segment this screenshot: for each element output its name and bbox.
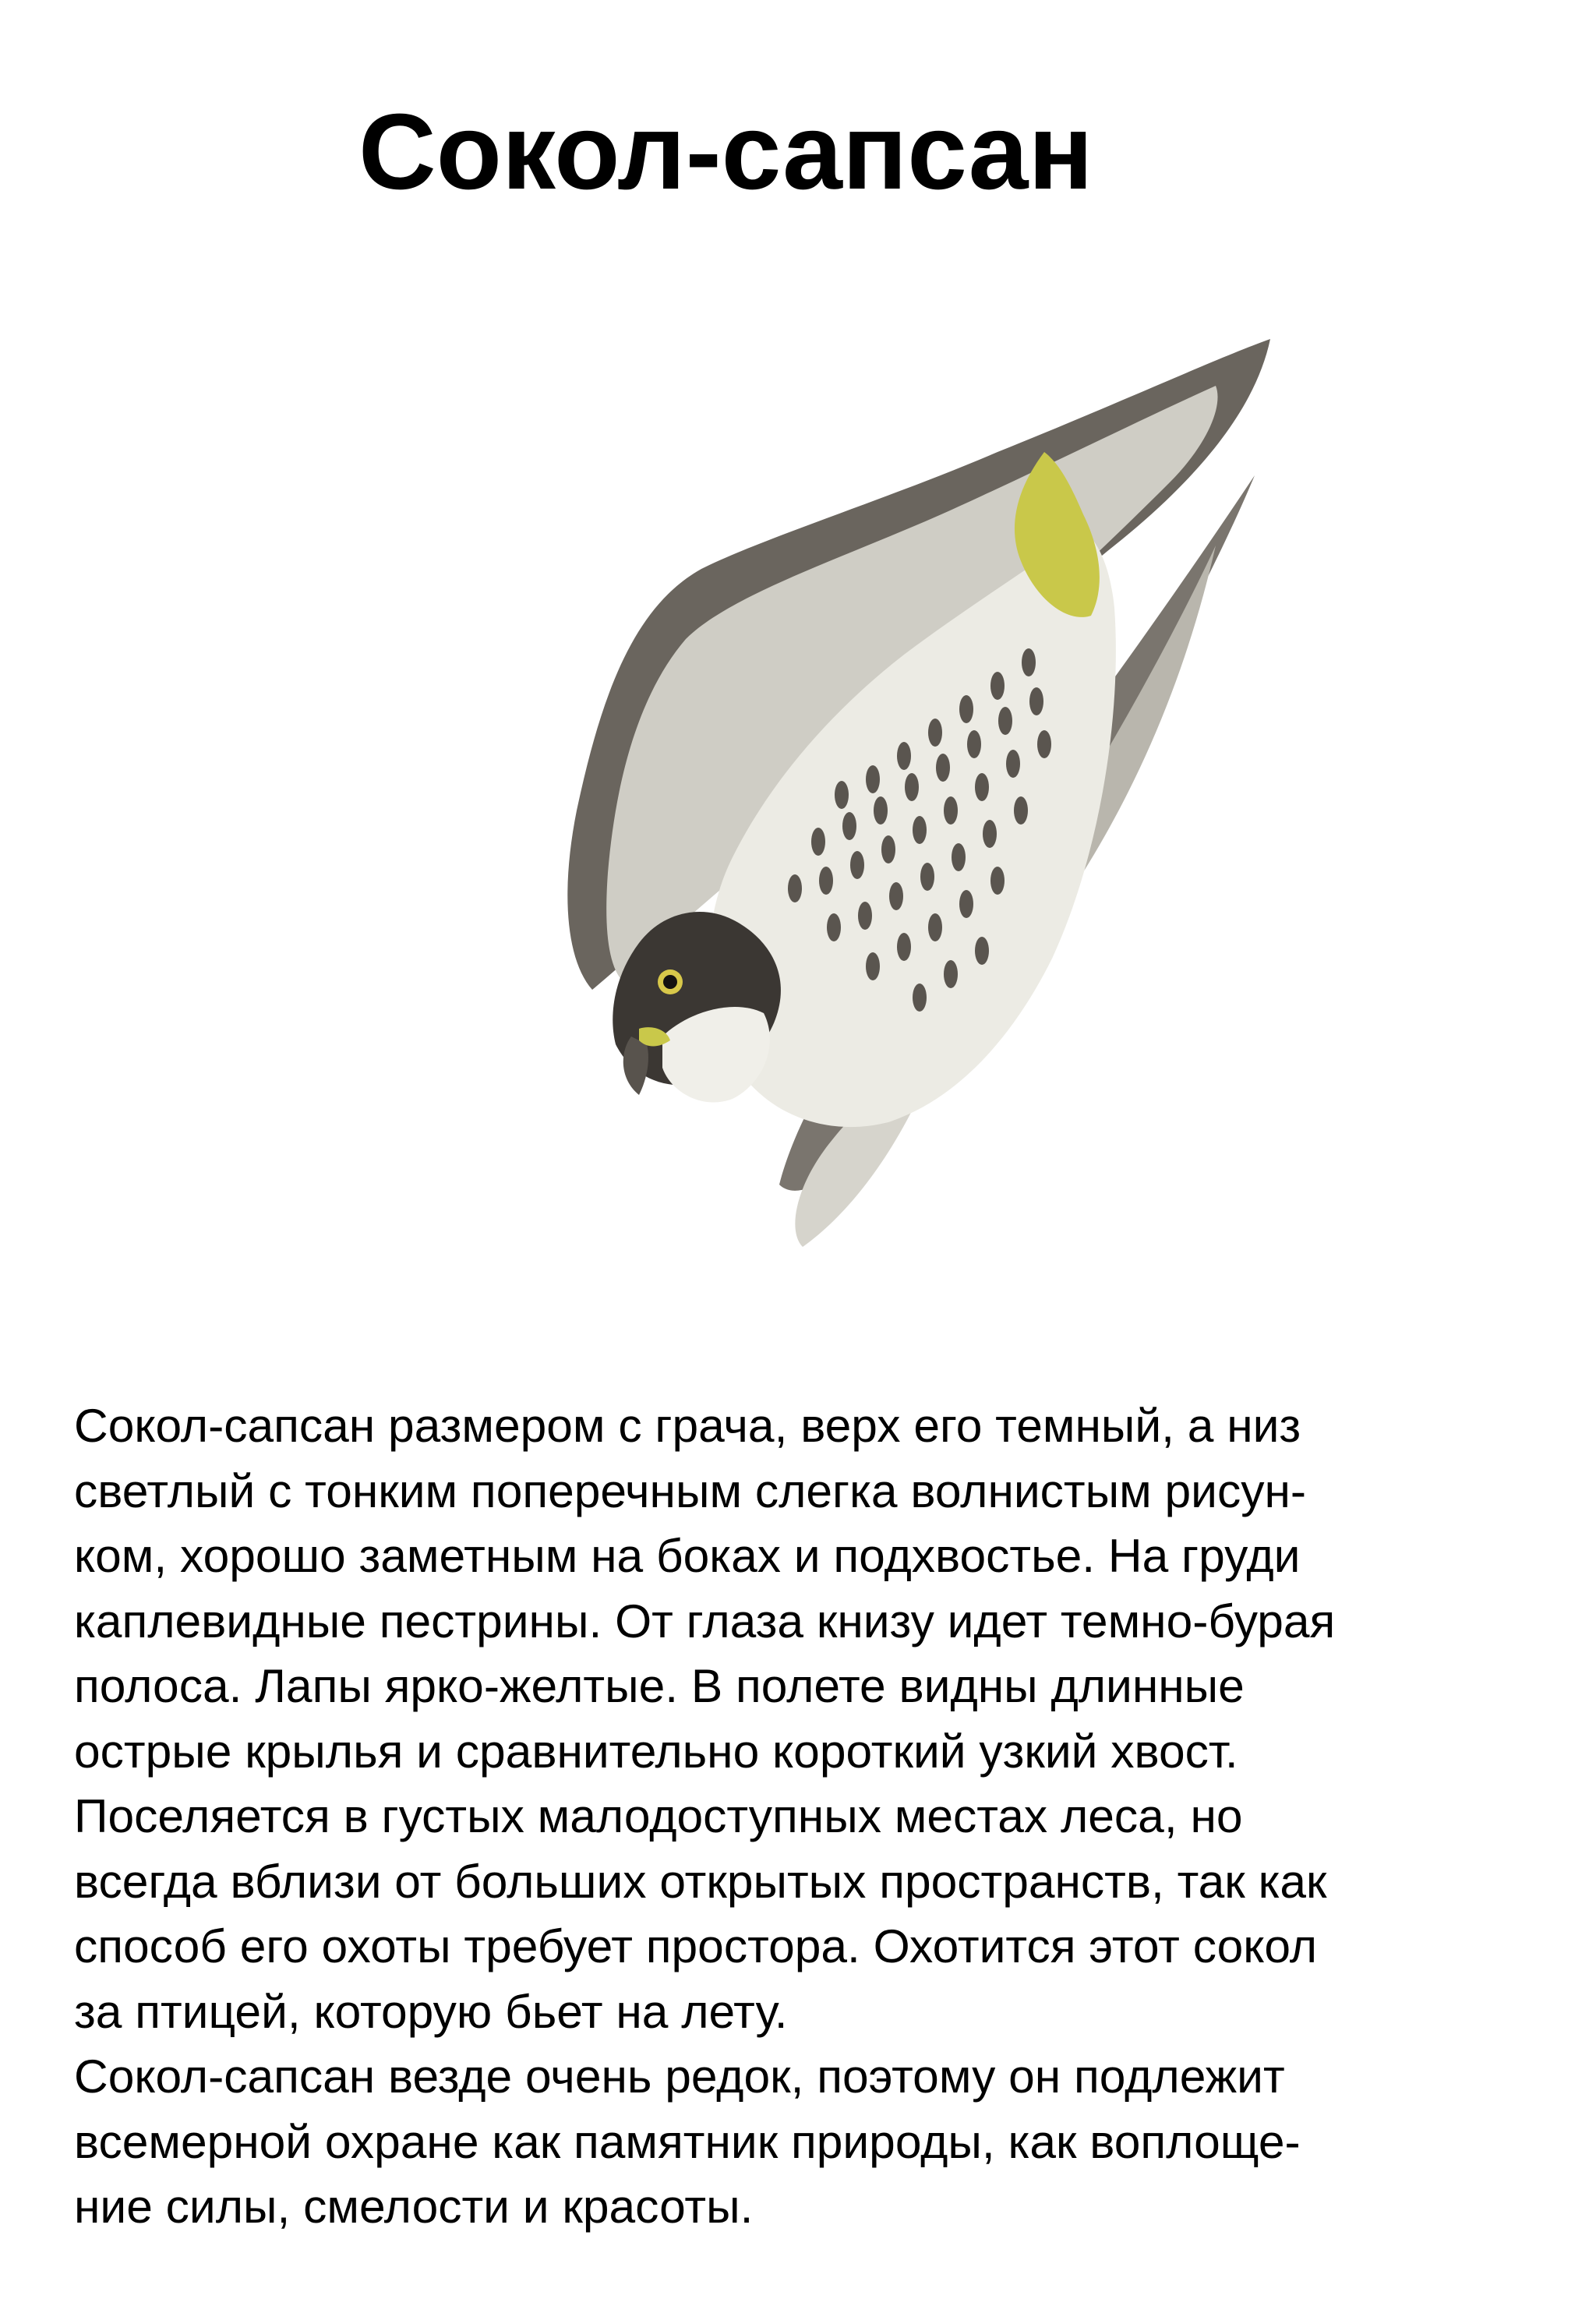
falcon-beak <box>623 1036 648 1095</box>
peregrine-falcon-illustration <box>296 312 1309 1286</box>
text-line: полоса. Лапы ярко-желтые. В полете видны длинные <box>74 1659 1245 1712</box>
text-line: всемерной охране как памятник природы, как воплоще- <box>74 2114 1301 2168</box>
page-title: Сокол-сапсан <box>358 92 1093 212</box>
text-line: ние силы, смелости и красоты. <box>74 2180 754 2233</box>
text-line: Сокол-сапсан размером с грача, верх его темный, а низ <box>74 1399 1301 1452</box>
text-line: за птицей, которую бьет на лету. <box>74 1984 788 2038</box>
text-line: ком, хорошо заметным на боках и подхвостье. На груди <box>74 1529 1301 1582</box>
description-text <box>74 1393 1524 2240</box>
text-line: всегда вблизи от больших открытых пространств, так как <box>74 1854 1327 1908</box>
text-line: острые крылья и сравнительно короткий узкий хвост. <box>74 1724 1238 1778</box>
text-line: Поселяется в густых малодоступных местах леса, но <box>74 1789 1243 1842</box>
text-line: Сокол-сапсан везде очень редок, поэтому он подлежит <box>74 2050 1285 2103</box>
text-line: способ его охоты требует простора. Охотится этот сокол <box>74 1919 1318 1972</box>
text-line: каплевидные пестрины. От глаза книзу идет темно-бурая <box>74 1594 1336 1647</box>
text-line: светлый с тонким поперечным слегка волнистым рисун- <box>74 1464 1307 1517</box>
